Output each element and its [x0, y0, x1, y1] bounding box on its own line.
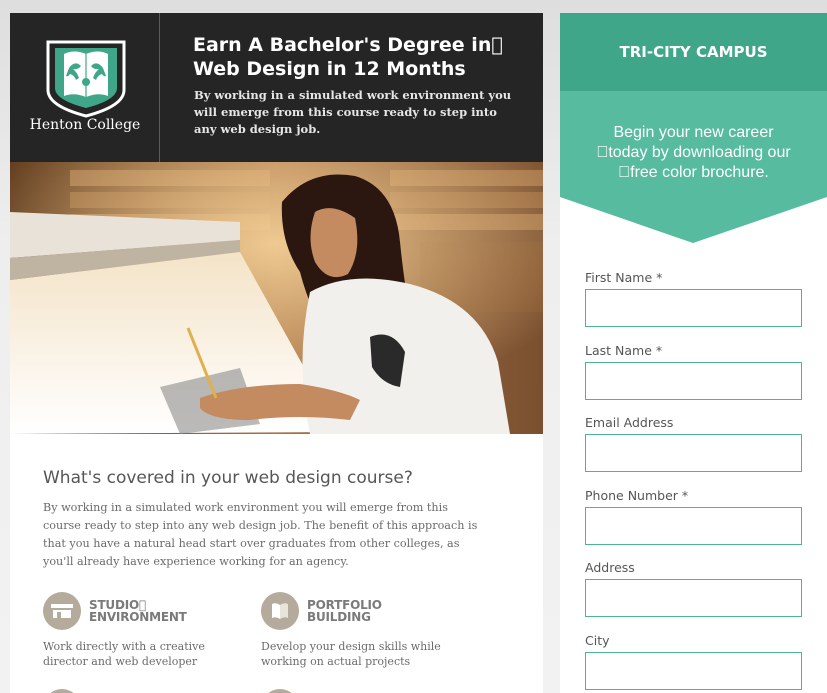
feature-title-line: ENVIRONMENT [89, 610, 187, 624]
address-label: Address [585, 560, 635, 575]
feature-title [89, 599, 239, 623]
shield-logo-icon [46, 38, 126, 118]
banner-text-line:  today by downloading our [596, 144, 791, 161]
feature-title [307, 599, 457, 623]
first-name-field [585, 270, 802, 286]
city-label: City [585, 633, 610, 648]
phone-input[interactable] [585, 507, 802, 545]
email-label: Email Address [585, 415, 674, 430]
address-input[interactable] [585, 579, 802, 617]
last-name-label: Last Name * [585, 343, 663, 358]
address-field [585, 560, 802, 576]
page-title-line: Web Design in 12 Months [193, 58, 466, 80]
page-title [193, 33, 523, 81]
brochure-form-panel [560, 13, 827, 693]
feature-title-line: BUILDING [307, 610, 371, 624]
page-title-line: Earn A Bachelor's Degree in  [193, 34, 503, 56]
college-name: Henton College [29, 117, 141, 133]
feature-description-line: director and web developer [43, 655, 198, 668]
email-input[interactable] [585, 434, 802, 472]
page-header [10, 13, 543, 162]
last-name-field [585, 343, 802, 359]
landing-content [10, 13, 543, 693]
banner-text-line:  free color brochure. [618, 164, 769, 181]
feature-icon [43, 689, 81, 693]
course-section [10, 434, 543, 693]
phone-label: Phone Number * [585, 488, 689, 503]
feature-description-line: Work directly with a creative [43, 640, 205, 653]
brochure-banner [560, 91, 827, 245]
student-studying-image [10, 162, 543, 434]
first-name-label: First Name * [585, 270, 663, 285]
campus-title: TRI-CITY CAMPUS [560, 13, 827, 91]
section-heading: What's covered in your web design course? [43, 468, 413, 488]
hero-image [10, 162, 543, 434]
feature-icon [261, 689, 299, 693]
last-name-input[interactable] [585, 362, 802, 400]
studio-icon [43, 592, 81, 630]
book-icon [261, 592, 299, 630]
feature-description [261, 639, 471, 669]
section-intro: By working in a simulated work environment you will emerge from this course ready to step into any web design job. The benefit of this approach is that you have a natural head start over graduates from other colleges, as you'll already have experience working for an agency. [43, 501, 478, 568]
page-subtitle: By working in a simulated work environment you will emerge from this course ready to step into any web design job. [194, 88, 512, 136]
city-input[interactable] [585, 652, 802, 690]
city-field [585, 633, 802, 649]
feature-title-line: STUDIO  [89, 598, 147, 612]
feature-description-line: Develop your design skills while [261, 640, 441, 653]
first-name-input[interactable] [585, 289, 802, 327]
feature-description [43, 639, 253, 669]
feature-description-line: working on actual projects [261, 655, 411, 668]
college-logo[interactable] [10, 13, 160, 162]
banner-text-line: Begin your new career [613, 124, 774, 141]
banner-text [560, 123, 827, 183]
feature-title-line: PORTFOLIO [307, 598, 382, 612]
phone-field [585, 488, 802, 504]
email-field [585, 415, 802, 431]
